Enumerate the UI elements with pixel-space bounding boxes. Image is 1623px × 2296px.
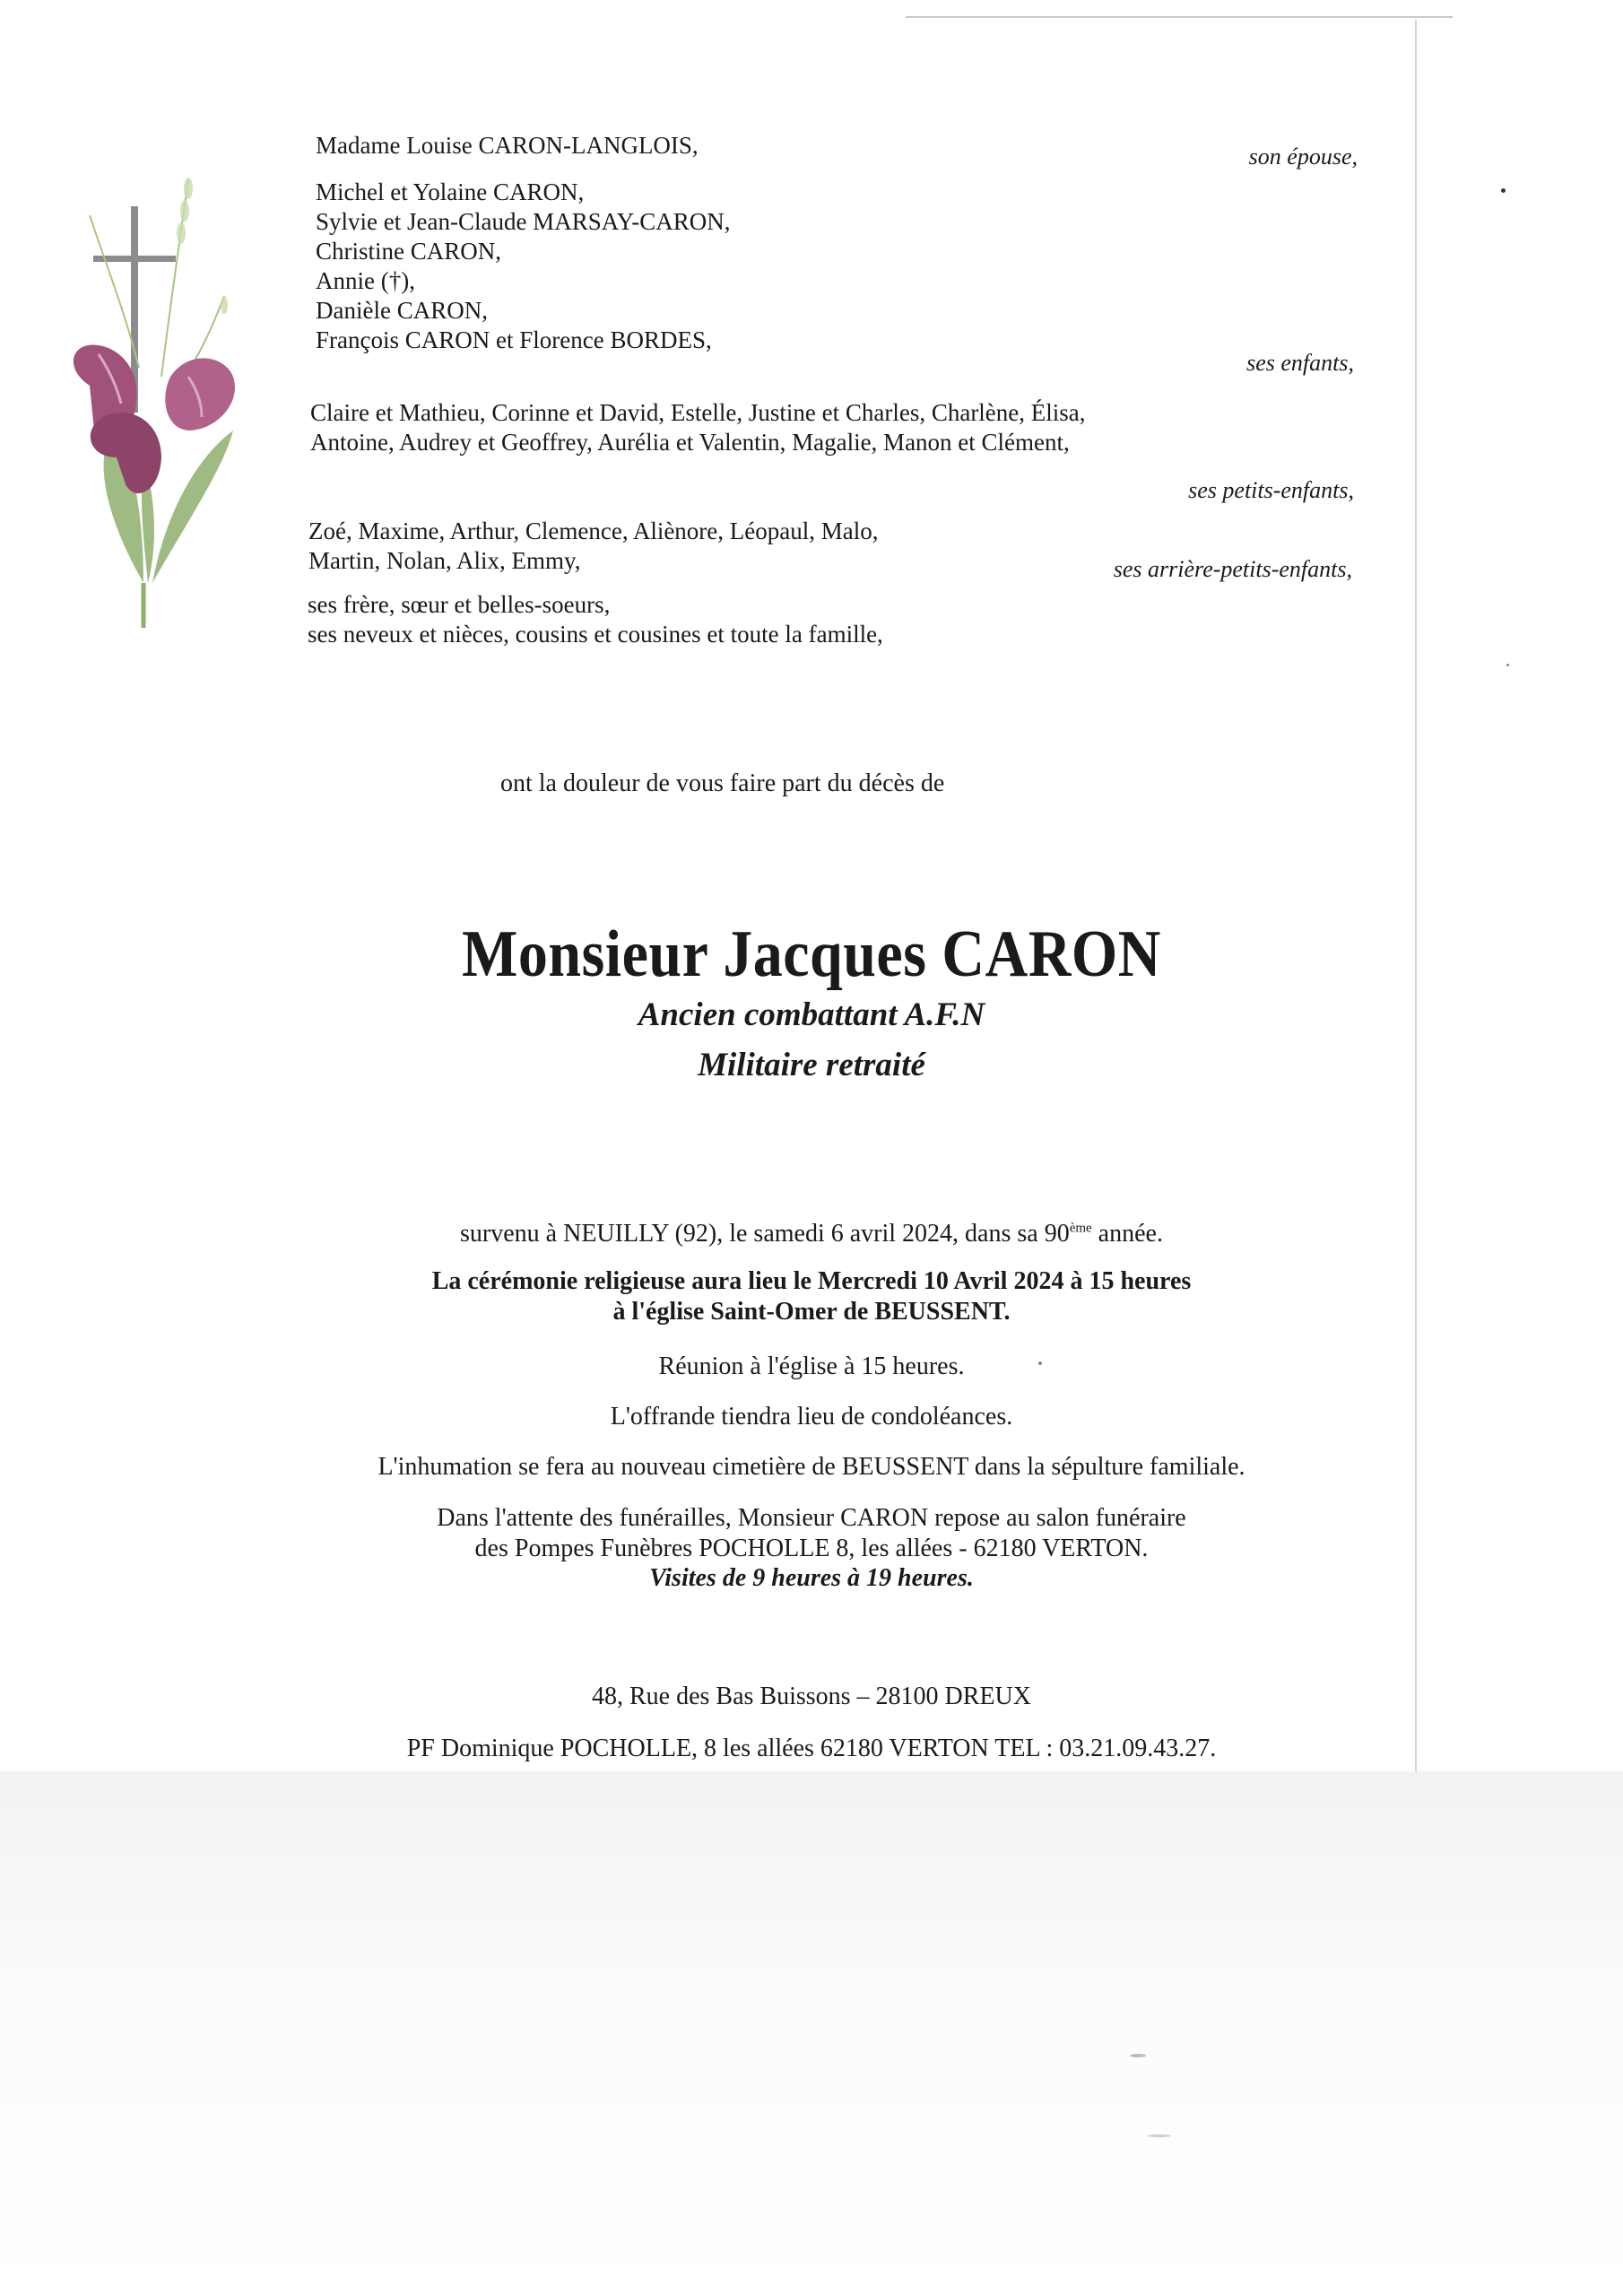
- deceased-title-1: Ancien combattant A.F.N: [638, 996, 985, 1033]
- grandchildren-line: Antoine, Audrey et Geoffrey, Aurélia et Valentin, Magalie, Manon et Clément,: [310, 429, 1070, 456]
- rest-line: des Pompes Funèbres POCHOLLE 8, les allées - 62180 VERTON.: [474, 1535, 1149, 1562]
- spouse-name: Madame Louise CARON-LANGLOIS,: [316, 132, 699, 159]
- children-list: [316, 178, 731, 355]
- child-name: François CARON et Florence BORDES,: [316, 326, 712, 353]
- scan-speck: [1506, 664, 1509, 666]
- offering-info: L'offrande tiendra lieu de condoléances.: [610, 1403, 1013, 1431]
- child-name: Michel et Yolaine CARON,: [316, 178, 585, 205]
- great-grandchildren-line: Martin, Nolan, Alix, Emmy,: [308, 547, 581, 574]
- scan-speck: [1148, 2135, 1171, 2137]
- scan-speck: [1038, 1361, 1042, 1365]
- grandchildren-line: Claire et Mathieu, Corinne et David, Estelle, Justine et Charles, Charlène, Élisa,: [310, 399, 1086, 426]
- rest-info: [0, 1503, 1623, 1564]
- scan-speck: [1130, 2054, 1146, 2057]
- scan-shadow: [0, 1771, 1623, 2296]
- great-grandchildren-list: [308, 517, 879, 576]
- ceremony-line: à l'église Saint-Omer de BEUSSENT.: [612, 1298, 1011, 1326]
- deceased-name: Monsieur Jacques CARON: [462, 918, 1161, 991]
- spouse-role: son épouse,: [1248, 144, 1358, 170]
- meeting-info: Réunion à l'église à 15 heures.: [658, 1352, 965, 1380]
- announcement-text: ont la douleur de vous faire part du décès de: [500, 770, 945, 797]
- relatives-line: ses frère, sœur et belles-soeurs,: [308, 591, 611, 618]
- family-address: 48, Rue des Bas Buissons – 28100 DREUX: [591, 1683, 1031, 1710]
- visit-hours: Visites de 9 heures à 19 heures.: [649, 1564, 974, 1592]
- scan-edge-top: [906, 16, 1453, 18]
- child-name: Danièle CARON,: [316, 297, 488, 324]
- lily-cross-illustration: [54, 161, 269, 628]
- death-details: survenu à NEUILLY (92), le samedi 6 avril 2024, dans sa 90ème année.: [460, 1220, 1163, 1248]
- child-name: Sylvie et Jean-Claude MARSAY-CARON,: [316, 208, 731, 235]
- ceremony-info: [0, 1266, 1623, 1327]
- scan-speck: [1501, 188, 1506, 193]
- grandchildren-list: [310, 398, 1086, 457]
- deceased-title-2: Militaire retraité: [698, 1047, 925, 1083]
- burial-info: L'inhumation se fera au nouveau cimetière de BEUSSENT dans la sépulture familiale.: [378, 1453, 1245, 1481]
- funeral-home-contact: PF Dominique POCHOLLE, 8 les allées 62180 VERTON TEL : 03.21.09.43.27.: [406, 1735, 1217, 1762]
- grandchildren-role: ses petits-enfants,: [1188, 477, 1354, 503]
- rest-line: Dans l'attente des funérailles, Monsieur CARON repose au salon funéraire: [437, 1504, 1186, 1532]
- great-grandchildren-line: Zoé, Maxime, Arthur, Clemence, Aliènore, Léopaul, Malo,: [308, 517, 879, 544]
- great-grandchildren-role: ses arrière-petits-enfants,: [1113, 556, 1352, 582]
- child-name: Christine CARON,: [316, 238, 502, 265]
- relatives-line: ses neveux et nièces, cousins et cousines et toute la famille,: [308, 621, 883, 648]
- ceremony-line: La cérémonie religieuse aura lieu le Mercredi 10 Avril 2024 à 15 heures: [431, 1267, 1192, 1295]
- children-role: ses enfants,: [1246, 350, 1354, 376]
- child-name: Annie (†),: [316, 267, 415, 294]
- other-relatives: [308, 590, 883, 649]
